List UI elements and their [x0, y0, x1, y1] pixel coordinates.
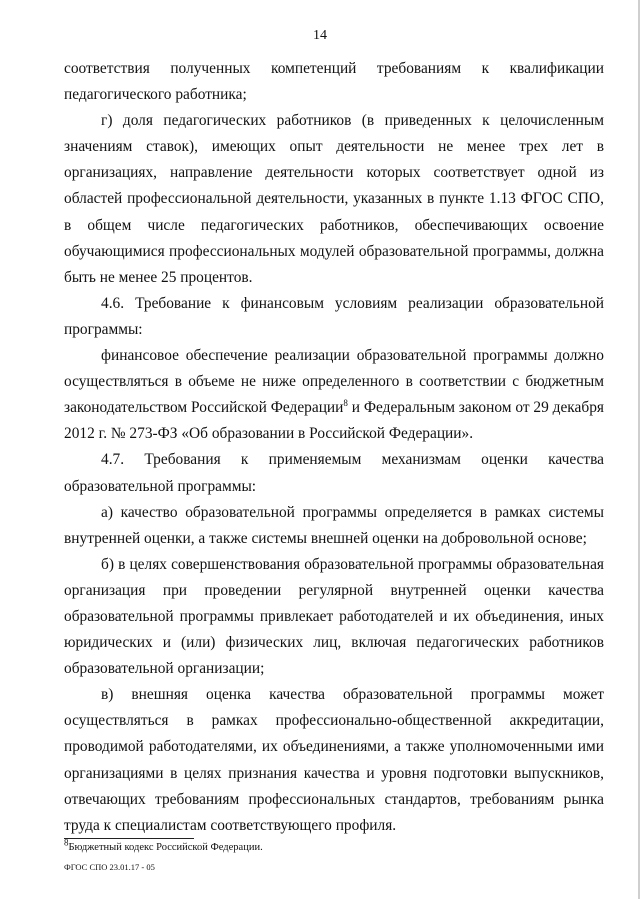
footer-document-code: ФГОС СПО 23.01.17 - 05 — [64, 862, 155, 872]
page-number: 14 — [313, 28, 327, 43]
paragraph-item-a: а) качество образовательной программы определяется в рамках системы внутренней оценки, а также системы внешней оценки на добровольной основе; — [64, 503, 604, 547]
footnote-text: Бюджетный кодекс Российской Федерации. — [68, 842, 263, 853]
body-text — [64, 56, 604, 839]
paragraph-item-v: в) внешняя оценка качества образовательной программы может осуществляться в рамках профессионально-общественной аккредитации, проводимой работодателями, их объединениями, а также уполномоченными ими организациями в целях признания качества и уровня подготовки выпускников, отвечающих требованиям профессиональных стандартов, требованиям рынка труда к специалистам соответствующего профиля. — [64, 686, 604, 834]
paragraph-section-4-6: 4.6. Требование к финансовым условиям реализации образовательной программы: — [64, 294, 604, 338]
paragraph-financial-text: финансовое обеспечение реализации образовательной программы должно осуществляться в объеме не ниже определенного в соответствии с бюджетным законодательством Российской Федерации — [64, 347, 604, 417]
footnote — [64, 837, 263, 853]
paragraph-item-g: г) доля педагогических работников (в приведенных к целочисленным значениям ставок), имеющих опыт деятельности не менее трех лет в организациях, направление деятельности которых соответствует одной из областей профессиональной деятельности, указанных в пункте 1.13 ФГОС СПО, в общем числе педагогических работников, обеспечивающих освоение обучающимися профессиональных модулей образовательной программы, должна быть не менее 25 процентов. — [64, 112, 604, 286]
footnote-reference: 8 — [343, 398, 348, 409]
footnote-separator — [64, 838, 194, 839]
paragraph-item-b: б) в целях совершенствования образовательной программы образовательная организация при проведении регулярной внутренней оценки качества образовательной программы привлекает работодателей и их объединения, иных юридических и (или) физических лиц, включая педагогических работников образовательной организации; — [64, 555, 604, 678]
footnote-marker: 8 — [64, 837, 69, 848]
paragraph-financial-provision — [64, 343, 604, 447]
paragraph-qualification-end: соответствия полученных компетенций требованиям к квалификации педагогического работника; — [64, 60, 604, 104]
paragraph-financial-text-after: и Федеральным законом от 29 декабря 2012 г. № 273-ФЗ «Об образовании в Российской Федерации». — [64, 399, 604, 443]
paragraph-section-4-7: 4.7. Требования к применяемым механизмам оценки качества образовательной программы: — [64, 451, 604, 495]
